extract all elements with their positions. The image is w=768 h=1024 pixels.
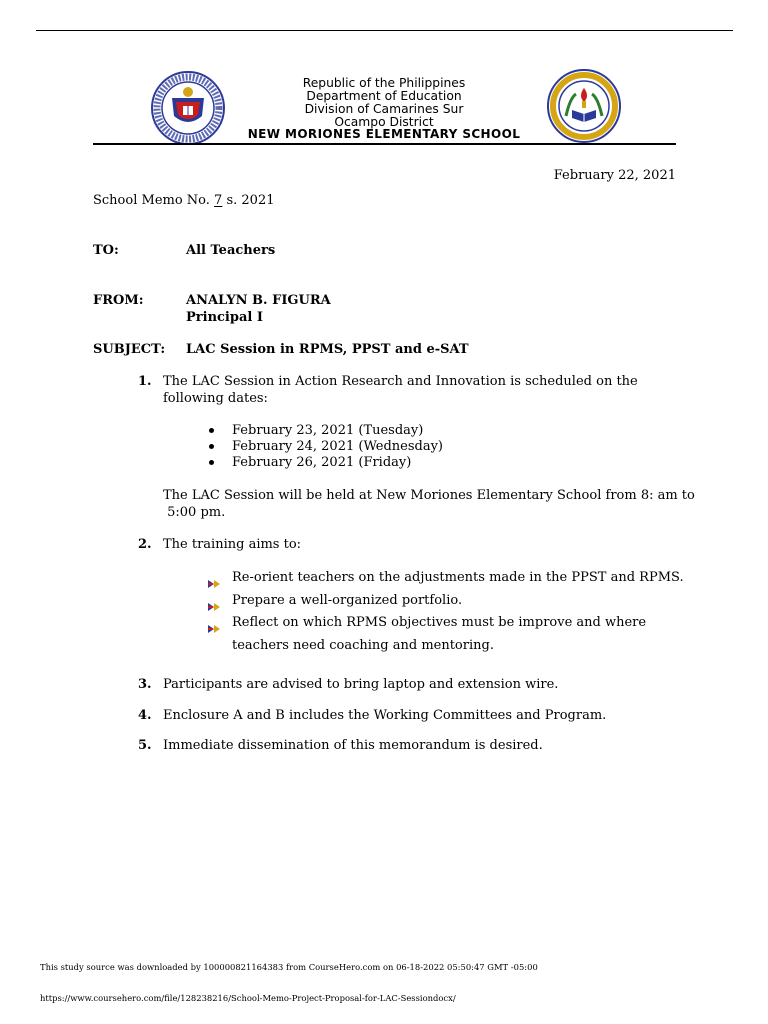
date-list-item: February 23, 2021 (Tuesday) xyxy=(232,423,424,438)
item-1-line2: following dates: xyxy=(163,391,268,406)
bullet-icon xyxy=(208,427,216,435)
download-notice: This study source was downloaded by 100000821164383 from CourseHero.com on 06-18-2022 05:50:47 GMT -05:00 xyxy=(40,962,538,972)
from-title: Principal I xyxy=(186,310,263,325)
header-division: Division of Camarines Sur xyxy=(304,102,464,116)
from-name: ANALYN B. FIGURA xyxy=(186,293,331,308)
item-4-number: 4. xyxy=(138,708,152,723)
to-label: TO: xyxy=(93,243,119,258)
top-rule xyxy=(36,30,733,31)
bullet-icon xyxy=(208,443,216,451)
memo-number-line xyxy=(93,193,275,209)
arrow-bullet-icon xyxy=(208,597,222,607)
item-5-text: Immediate dissemination of this memorandum is desired. xyxy=(163,738,543,753)
item-3-number: 3. xyxy=(138,677,152,692)
header-department: Department of Education xyxy=(306,89,462,103)
memo-suffix: s. 2021 xyxy=(226,193,275,208)
from-label: FROM: xyxy=(93,293,144,308)
subject-label: SUBJECT: xyxy=(93,342,166,357)
header-school-name: NEW MORIONES ELEMENTARY SCHOOL xyxy=(247,127,521,141)
aim-list-item-continued: teachers need coaching and mentoring. xyxy=(232,638,494,653)
item-1-note-line1: The LAC Session will be held at New Moriones Elementary School from 8: am to xyxy=(163,488,695,503)
arrow-bullet-icon xyxy=(208,619,222,629)
header-district: Ocampo District xyxy=(334,115,434,129)
date-list-item: February 26, 2021 (Friday) xyxy=(232,455,412,470)
arrow-bullet-icon xyxy=(208,574,222,584)
item-1-note-line2: 5:00 pm. xyxy=(163,505,226,520)
item-4-text: Enclosure A and B includes the Working Committees and Program. xyxy=(163,708,607,723)
item-2-text: The training aims to: xyxy=(163,537,302,552)
source-url[interactable]: https://www.coursehero.com/file/128238216/School-Memo-Project-Proposal-for-LAC-Sessiondocx/ xyxy=(40,993,456,1003)
item-2-number: 2. xyxy=(138,537,152,552)
header-republic: Republic of the Philippines xyxy=(302,76,466,90)
date-list-item: February 24, 2021 (Wednesday) xyxy=(232,439,443,454)
header-rule xyxy=(93,143,676,145)
aim-list-item: Reflect on which RPMS objectives must be improve and where xyxy=(232,615,647,630)
bullet-icon xyxy=(208,459,216,467)
subject-value: LAC Session in RPMS, PPST and e-SAT xyxy=(186,342,469,357)
aim-list-item: Prepare a well-organized portfolio. xyxy=(232,593,463,608)
memo-prefix: School Memo No. xyxy=(93,193,210,208)
item-3-text: Participants are advised to bring laptop and extension wire. xyxy=(163,677,559,692)
memo-number: 7 xyxy=(214,193,223,208)
item-1-line1: The LAC Session in Action Research and Innovation is scheduled on the xyxy=(163,374,638,389)
memo-date: February 22, 2021 xyxy=(553,168,676,183)
to-value: All Teachers xyxy=(186,243,276,258)
aim-list-item: Re-orient teachers on the adjustments made in the PPST and RPMS. xyxy=(232,570,684,585)
item-5-number: 5. xyxy=(138,738,152,753)
item-1-number: 1. xyxy=(138,374,152,389)
